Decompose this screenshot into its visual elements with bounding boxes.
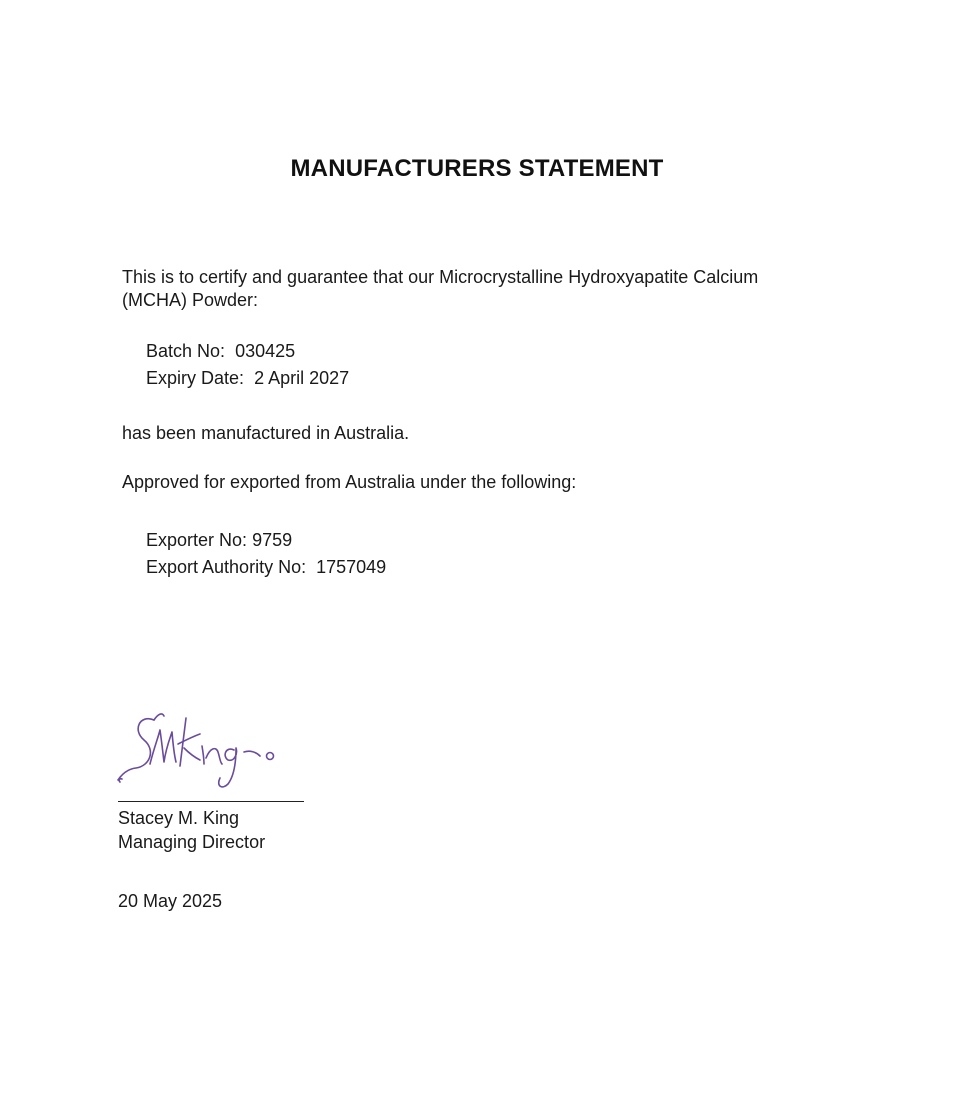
exporter-number-label: Exporter No: bbox=[146, 530, 248, 550]
exporter-number-row bbox=[146, 529, 292, 552]
document-title: MANUFACTURERS STATEMENT bbox=[290, 155, 664, 182]
handwritten-signature bbox=[110, 700, 300, 795]
intro-line-2: (MCHA) Powder: bbox=[122, 290, 259, 310]
batch-number-value: 030425 bbox=[235, 341, 296, 361]
export-authority-row bbox=[146, 556, 386, 579]
approval-statement: Approved for exported from Australia under the following: bbox=[122, 472, 577, 492]
signatory-name: Stacey M. King bbox=[118, 808, 240, 828]
expiry-date-row bbox=[146, 367, 349, 390]
exporter-number-value: 9759 bbox=[252, 530, 293, 550]
signature-line bbox=[118, 801, 304, 802]
expiry-date-value: 2 April 2027 bbox=[254, 368, 350, 388]
batch-number-row bbox=[146, 340, 295, 363]
expiry-date-label: Expiry Date: bbox=[146, 368, 245, 388]
certification-paragraph bbox=[122, 266, 758, 312]
intro-line-1: This is to certify and guarantee that our Microcrystalline Hydroxyapatite Calcium bbox=[122, 267, 759, 287]
manufactured-statement: has been manufactured in Australia. bbox=[122, 423, 410, 443]
batch-number-label: Batch No: bbox=[146, 341, 226, 361]
export-authority-label: Export Authority No: bbox=[146, 557, 307, 577]
export-authority-value: 1757049 bbox=[316, 557, 387, 577]
signatory-role: Managing Director bbox=[118, 832, 266, 852]
statement-date: 20 May 2025 bbox=[118, 891, 223, 911]
